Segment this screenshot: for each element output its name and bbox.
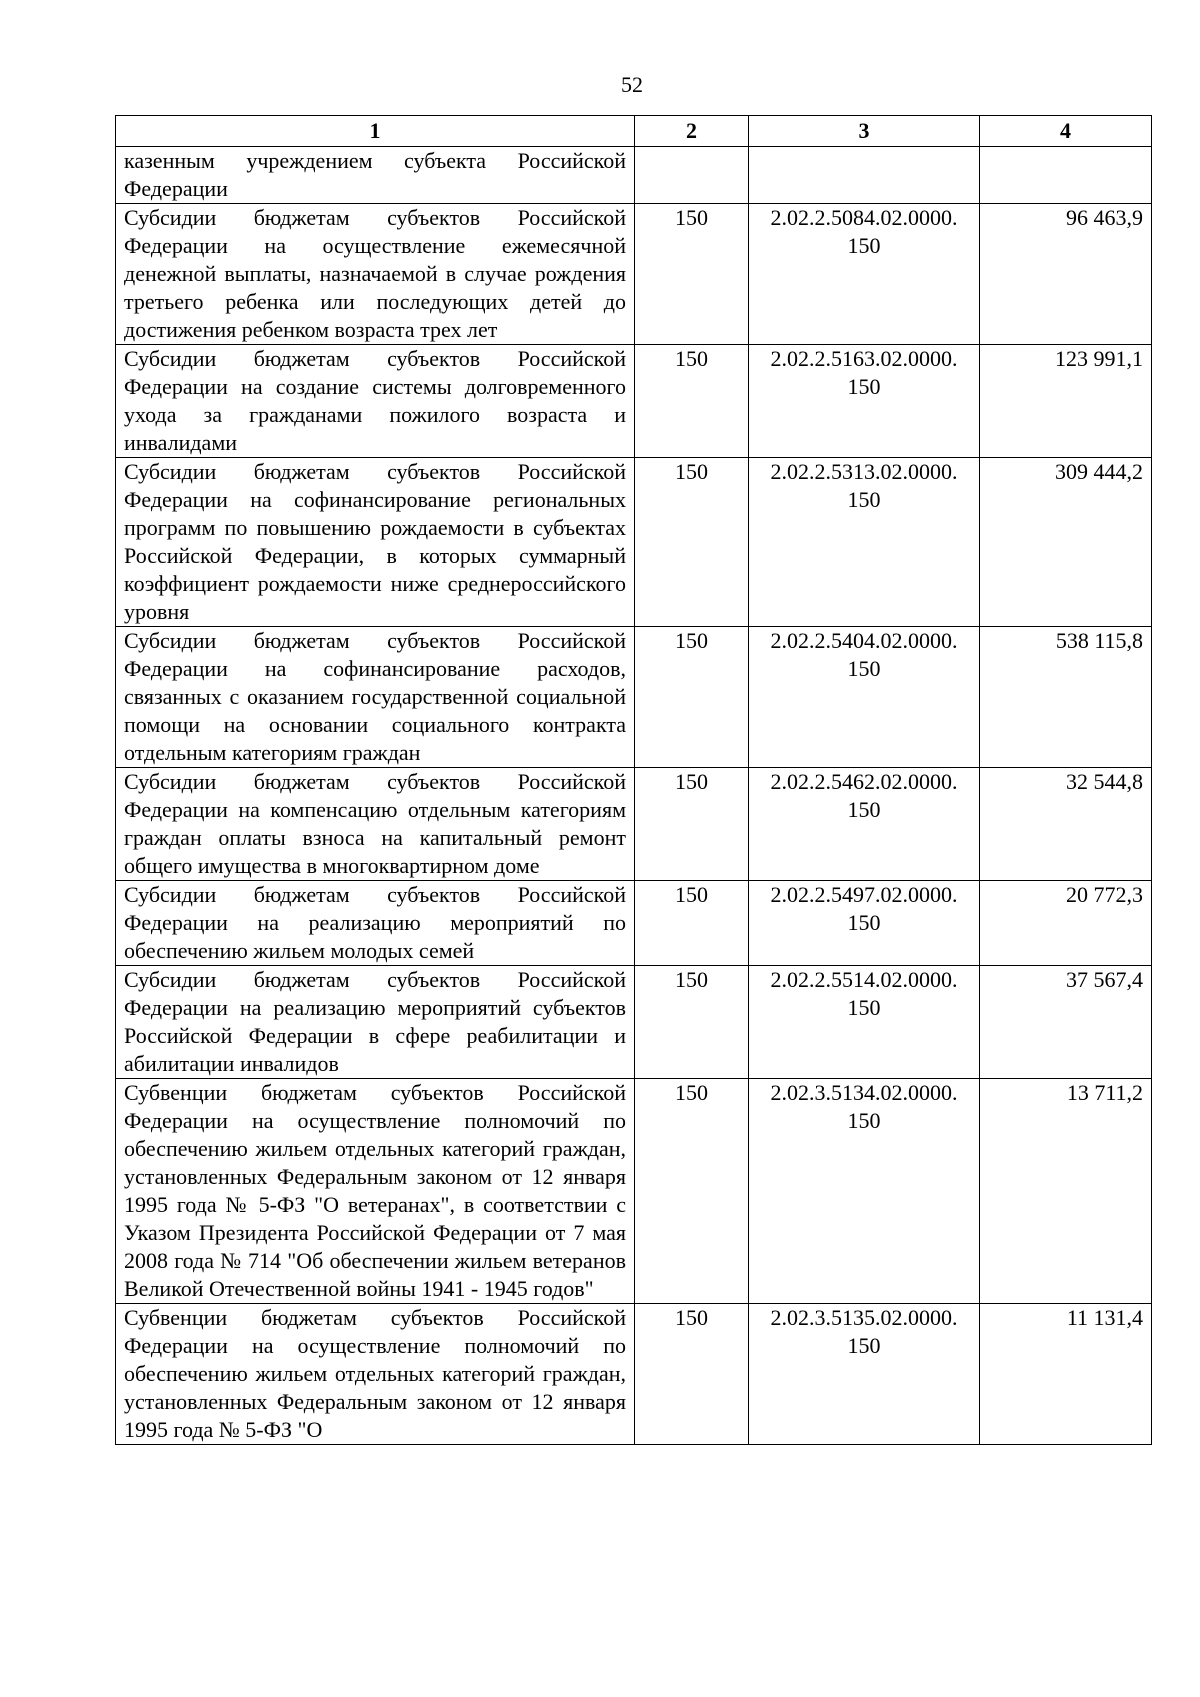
row-name: Субсидии бюджетам субъектов Российской Федерации на реализацию мероприятий по обеспечению жильем молодых семей — [116, 881, 635, 966]
row-name: Субсидии бюджетам субъектов Российской Федерации на реализацию мероприятий субъектов Российской Федерации в сфере реабилитации и абилитации инвалидов — [116, 966, 635, 1079]
row-admin-code: 150 — [635, 345, 749, 458]
row-kbk-code: 2.02.2.5084.02.0000. 150 — [749, 204, 980, 345]
table-header — [116, 116, 1152, 147]
row-admin-code: 150 — [635, 1304, 749, 1445]
row-kbk-code: 2.02.3.5134.02.0000. 150 — [749, 1079, 980, 1304]
table-row — [116, 204, 1152, 345]
table-row — [116, 881, 1152, 966]
row-amount: 123 991,1 — [980, 345, 1152, 458]
table-row — [116, 147, 1152, 204]
header-row — [116, 116, 1152, 147]
budget-table — [115, 115, 1152, 1445]
row-admin-code — [635, 147, 749, 204]
row-amount: 13 711,2 — [980, 1079, 1152, 1304]
table-row — [116, 1079, 1152, 1304]
row-name: Субсидии бюджетам субъектов Российской Федерации на компенсацию отдельным категориям граждан оплаты взноса на капитальный ремонт общего имущества в многоквартирном доме — [116, 768, 635, 881]
row-name: казенным учреждением субъекта Российской Федерации — [116, 147, 635, 204]
row-kbk-code: 2.02.2.5163.02.0000. 150 — [749, 345, 980, 458]
table-row — [116, 345, 1152, 458]
table-row — [116, 768, 1152, 881]
row-admin-code: 150 — [635, 458, 749, 627]
row-admin-code: 150 — [635, 768, 749, 881]
row-amount — [980, 147, 1152, 204]
column-header-4: 4 — [980, 116, 1152, 147]
table-row — [116, 966, 1152, 1079]
row-kbk-code — [749, 147, 980, 204]
row-admin-code: 150 — [635, 1079, 749, 1304]
row-amount: 37 567,4 — [980, 966, 1152, 1079]
row-kbk-code: 2.02.2.5462.02.0000. 150 — [749, 768, 980, 881]
row-admin-code: 150 — [635, 204, 749, 345]
row-name: Субсидии бюджетам субъектов Российской Федерации на софинансирование расходов, связанных с оказанием государственной социальной помощи на основании социального контракта отдельным категориям граждан — [116, 627, 635, 768]
row-amount: 96 463,9 — [980, 204, 1152, 345]
row-admin-code: 150 — [635, 881, 749, 966]
row-admin-code: 150 — [635, 966, 749, 1079]
row-kbk-code: 2.02.2.5514.02.0000. 150 — [749, 966, 980, 1079]
row-name: Субвенции бюджетам субъектов Российской Федерации на осуществление полномочий по обеспечению жильем отдельных категорий граждан, установленных Федеральным законом от 12 января 1995 года № 5-ФЗ "О ветеранах", в соответствии с Указом Президента Российской Федерации от 7 мая 2008 года № 714 "Об обеспечении жильем ветеранов Великой Отечественной войны 1941 - 1945 годов" — [116, 1079, 635, 1304]
row-amount: 32 544,8 — [980, 768, 1152, 881]
row-kbk-code: 2.02.2.5404.02.0000. 150 — [749, 627, 980, 768]
column-header-2: 2 — [635, 116, 749, 147]
row-amount: 309 444,2 — [980, 458, 1152, 627]
row-amount: 20 772,3 — [980, 881, 1152, 966]
table-row — [116, 458, 1152, 627]
row-name: Субвенции бюджетам субъектов Российской Федерации на осуществление полномочий по обеспечению жильем отдельных категорий граждан, установленных Федеральным законом от 12 января 1995 года № 5-ФЗ "О — [116, 1304, 635, 1445]
column-header-1: 1 — [116, 116, 635, 147]
row-kbk-code: 2.02.2.5497.02.0000. 150 — [749, 881, 980, 966]
row-amount: 538 115,8 — [980, 627, 1152, 768]
column-header-3: 3 — [749, 116, 980, 147]
row-name: Субсидии бюджетам субъектов Российской Федерации на осуществление ежемесячной денежной выплаты, назначаемой в случае рождения третьего ребенка или последующих детей до достижения ребенком возраста трех лет — [116, 204, 635, 345]
row-name: Субсидии бюджетам субъектов Российской Федерации на софинансирование региональных программ по повышению рождаемости в субъектах Российской Федерации, в которых суммарный коэффициент рождаемости ниже среднероссийского уровня — [116, 458, 635, 627]
row-amount: 11 131,4 — [980, 1304, 1152, 1445]
row-kbk-code: 2.02.2.5313.02.0000. 150 — [749, 458, 980, 627]
table-body — [116, 147, 1152, 1445]
table-row — [116, 1304, 1152, 1445]
row-admin-code: 150 — [635, 627, 749, 768]
page-number: 52 — [621, 72, 643, 97]
row-kbk-code: 2.02.3.5135.02.0000. 150 — [749, 1304, 980, 1445]
table-row — [116, 627, 1152, 768]
row-name: Субсидии бюджетам субъектов Российской Федерации на создание системы долговременного ухода за гражданами пожилого возраста и инвалидами — [116, 345, 635, 458]
